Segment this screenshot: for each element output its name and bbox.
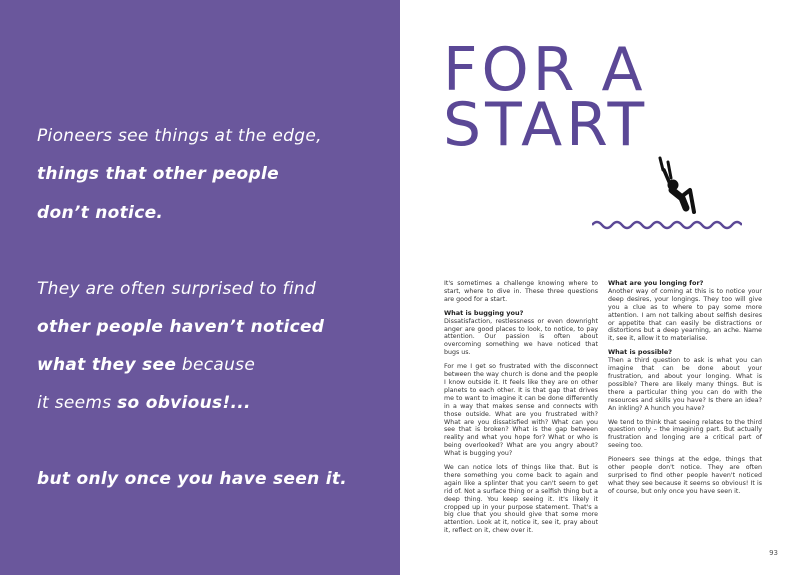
- quote-line-6: [37, 355, 255, 375]
- quote-line-6-rest: because: [176, 355, 256, 375]
- quote-line-8: but only once you have seen it.: [37, 469, 348, 489]
- quote-line-7-pre: it seems: [37, 393, 118, 413]
- paragraph: Then a third question to ask is what you can imagine that can be done about your frustration, and about your longing. What is possible? There are likely many things. But is there a particular thing you can do with the resources and skills you have? Is there an idea? An inkling? A hunch you have?: [608, 357, 762, 412]
- text-column-2: [608, 280, 762, 502]
- heading-longing: What are you longing for?: [608, 279, 704, 287]
- wave-decoration: [592, 218, 742, 232]
- paragraph: We can notice lots of things like that. But is there something you come back to again and again like a splinter that you can't seem to get rid of. Not a surface thing or a selfish thing but a deep thing. You keep seeing it. It's likely it cropped up in your purpose statement. That's a big clue that you should give that some more attention. Look at it, notice it, see it, pray about it, reflect on it, chew over it.: [444, 464, 598, 535]
- heading-possible: What is possible?: [608, 348, 673, 357]
- intro-paragraph: It's sometimes a challenge knowing where to start, where to dive in. These three questions are good for a start.: [444, 280, 598, 303]
- quote-line-2: things that other people: [37, 164, 279, 184]
- paragraph: We tend to think that seeing relates to the third question only – the imagining part. But actually frustration and longing are a critical part of seeing too.: [608, 418, 762, 450]
- paragraph: Another way of coming at this is to notice your deep desires, your longings. They too will give you a clue as to where to pay some more attention. I am not talking about selfish desires or appetite that can easily be distractions or distortions but a deep yearning, an ache. Name it, see it, allow it to materialise.: [608, 287, 762, 343]
- quote-line-7: [37, 393, 251, 413]
- paragraph: For me I get so frustrated with the disconnect between the way church is done and the people I know outside it. It feels like they are on other planets to each other. It is that gap that drives me to want to imagine it can be done differently in a way that makes sense and connects with those outside. What are you frustrated with? What are you dissatisfied with? What can you see that is broken? What is the gap between reality and what you hope for? What or who is being overlooked? What are you angry about? What is bugging you?: [444, 363, 598, 458]
- page-title-line-1: FOR A: [443, 35, 647, 105]
- text-column-1: [444, 280, 598, 541]
- diver-icon: [650, 150, 710, 220]
- paragraph: Pioneers see things at the edge, things that other people don't notice. They are often surprised to find other people haven't noticed what they see because it seems so obvious! It is of course, but only once you have seen it.: [608, 456, 762, 495]
- quote-line-7-bold: so obvious!...: [117, 393, 251, 413]
- heading-bugging: What is bugging you?: [444, 308, 524, 317]
- quote-line-6-bold: what they see: [37, 355, 177, 375]
- quote-line-1: Pioneers see things at the edge,: [37, 126, 322, 146]
- page-number: 93: [769, 549, 778, 557]
- paragraph: Dissatisfaction, restlessness or even downright anger are good places to look, to notice, to pay attention. Our passion is often about overcoming something we have noticed that bugs us.: [444, 317, 598, 357]
- quote-line-4: They are often surprised to find: [37, 279, 317, 299]
- quote-line-5: other people haven’t noticed: [37, 317, 325, 337]
- quote-line-3: don’t notice.: [37, 203, 164, 223]
- page-title-line-2: START: [443, 90, 649, 160]
